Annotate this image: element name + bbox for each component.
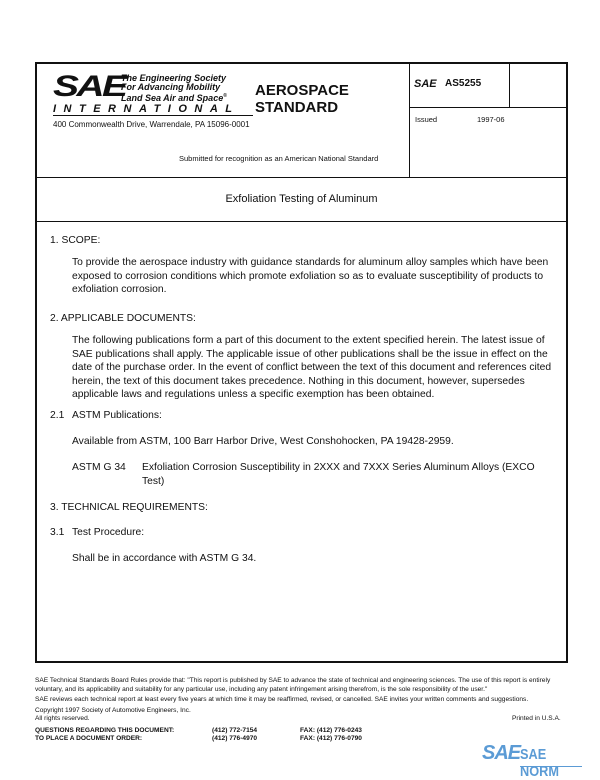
sae-logo: SAE (53, 70, 126, 103)
international-label: INTERNATIONAL (53, 103, 253, 116)
watermark-text: SAE NORM (520, 746, 559, 780)
footer-policy-2: SAE reviews each technical report at least every five years at which time it may be reaffirmed, revised, or cancelled. SAE invites your written comments and suggestions. (35, 696, 529, 703)
order-label: TO PLACE A DOCUMENT ORDER: (35, 735, 143, 742)
section-2-text: The following publications form a part of this document to the extent specified herein. The latest issue of SAE publications shall apply. The applicable issue of other publications shall be the issue in effect on the date of the purchase order. In the event of conflict between the text of this document and references cited herein, the text of this document takes precedence. Nothing in this document, however, supersedes applicable laws and regulations unless a specific exemption has been obtained. (72, 335, 552, 401)
section-2-heading: 2. APPLICABLE DOCUMENTS: (50, 313, 196, 324)
tagline (121, 74, 227, 103)
tagline-text: Land Sea Air and Space (121, 93, 224, 103)
section-3-heading: 3. TECHNICAL REQUIREMENTS: (50, 502, 208, 513)
section-3-1-heading: Test Procedure: (72, 527, 145, 538)
tagline-line: For Advancing Mobility (121, 82, 221, 92)
tagline-line (121, 92, 227, 103)
doc-type-line: STANDARD (255, 99, 339, 116)
watermark-rule (520, 766, 582, 767)
issued-date: 1997-06 (477, 115, 505, 124)
registered-mark: ® (223, 93, 227, 99)
footer-printed: Printed in U.S.A. (512, 715, 561, 722)
doc-number: AS5255 (445, 78, 482, 89)
section-1-heading: 1. SCOPE: (50, 235, 101, 246)
section-3-1-num: 3.1 (50, 527, 65, 538)
document-title: Exfoliation Testing of Aluminum (37, 177, 566, 222)
address: 400 Commonwealth Drive, Warrendale, PA 15096-0001 (53, 120, 250, 129)
questions-fax: FAX: (412) 776-0243 (300, 727, 362, 734)
blank-cell (509, 64, 566, 108)
doc-number-cell (409, 64, 510, 108)
section-2-1-text: Available from ASTM, 100 Barr Harbor Drive, West Conshohocken, PA 19428-2959. (72, 436, 454, 447)
section-3-1-text: Shall be in accordance with ASTM G 34. (72, 553, 257, 564)
astm-id: ASTM G 34 (72, 462, 126, 473)
sae-small-logo: SAE (414, 78, 437, 90)
order-fax: FAX: (412) 776-0790 (300, 735, 362, 742)
section-2-1-num: 2.1 (50, 410, 65, 421)
section-2-1-heading: ASTM Publications: (72, 410, 162, 421)
footer-rights: All rights reserved. (35, 715, 90, 722)
questions-phone: (412) 772-7154 (212, 727, 258, 734)
section-1-text: To provide the aerospace industry with guidance standards for aluminum alloy samples which have been exposed to corrosion conditions which promote exfoliation so as to evaluate susceptibility of products to exfoliation corrosion. (72, 257, 549, 296)
astm-title: Exfoliation Corrosion Susceptibility in 2XXX and 7XXX Series Aluminum Alloys (EXCO Test) (142, 462, 535, 487)
header-left (37, 64, 410, 178)
footer-policy-1: SAE Technical Standards Board Rules provide that: "This report is published by SAE to advance the state of technical and engineering sciences. The use of this report is entirely voluntary, and its applicability and suitability for any particular use, including any patent infringement arising therefrom, is the sole responsibility of the user." (35, 677, 551, 693)
order-phone: (412) 776-4970 (212, 735, 258, 742)
footer-copyright: Copyright 1997 Society of Automotive Engineers, Inc. (35, 707, 191, 714)
doc-type (255, 82, 349, 116)
header-right (409, 64, 566, 178)
watermark-logo: SAE (482, 742, 521, 764)
issued-label: Issued (415, 115, 438, 124)
doc-type-line: AEROSPACE (255, 82, 349, 99)
questions-label: QUESTIONS REGARDING THIS DOCUMENT: (35, 727, 175, 734)
tagline-line: The Engineering Society (121, 73, 227, 83)
submitted-note: Submitted for recognition as an American National Standard (179, 154, 379, 163)
